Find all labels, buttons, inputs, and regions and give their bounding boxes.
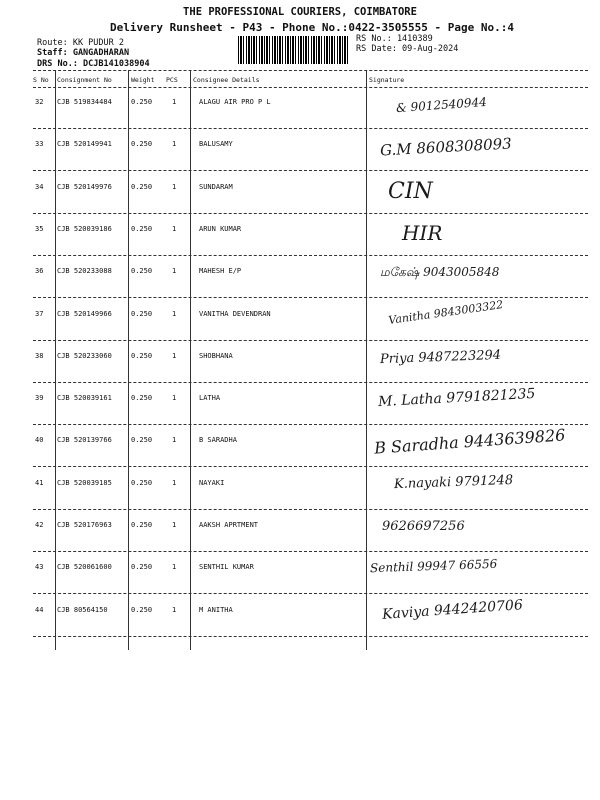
row-pcs: 1 xyxy=(172,563,177,572)
row-divider xyxy=(33,382,588,383)
row-consignee: M ANITHA xyxy=(199,605,233,614)
row-consignee: NAYAKI xyxy=(199,478,225,487)
row-weight: 0.250 xyxy=(131,394,153,403)
row-consignment-no: CJB 520139766 xyxy=(57,436,112,445)
column-divider xyxy=(128,70,129,650)
row-sno: 39 xyxy=(35,394,44,403)
row-signature: மகேஷ் 9043005848 xyxy=(380,265,500,280)
row-consignment-no: CJB 520039186 xyxy=(57,224,112,233)
row-pcs: 1 xyxy=(172,267,177,276)
row-consignee: SUNDARAM xyxy=(199,182,233,191)
row-consignment-no: CJB 520039161 xyxy=(57,394,112,403)
row-signature: M. Latha 9791821235 xyxy=(377,385,536,411)
row-pcs: 1 xyxy=(172,478,177,487)
column-header-sno: S No xyxy=(33,76,49,84)
row-divider xyxy=(33,551,588,552)
row-consignee: SHOBHANA xyxy=(199,351,233,360)
row-signature: Vanitha 9843003322 xyxy=(387,297,504,327)
runsheet-subtitle: Delivery Runsheet - P43 - Phone No.:0422-3505555 - Page No.:4 xyxy=(110,21,514,34)
row-pcs: 1 xyxy=(172,394,177,403)
row-divider xyxy=(33,297,588,298)
rs-date: RS Date: 09-Aug-2024 xyxy=(356,44,459,54)
row-pcs: 1 xyxy=(172,521,177,529)
row-sno: 32 xyxy=(35,98,44,106)
row-pcs: 1 xyxy=(172,309,177,318)
column-header-consignee: Consignee Details xyxy=(193,76,260,84)
staff-label: Staff: GANGADHARAN xyxy=(37,48,130,58)
row-signature: CIN xyxy=(388,178,433,204)
row-weight: 0.250 xyxy=(131,605,153,614)
row-signature: Priya 9487223294 xyxy=(379,347,502,367)
row-divider xyxy=(33,170,588,171)
row-signature: Senthil 99947 66556 xyxy=(369,557,498,576)
row-consignment-no: CJB 520149941 xyxy=(57,140,112,149)
column-divider xyxy=(190,70,191,650)
row-sno: 43 xyxy=(35,563,44,572)
row-divider xyxy=(33,636,588,637)
row-sno: 44 xyxy=(35,605,44,614)
column-header-pcs: PCS xyxy=(166,76,178,84)
row-pcs: 1 xyxy=(172,140,177,149)
row-weight: 0.250 xyxy=(131,98,153,106)
row-weight: 0.250 xyxy=(131,478,153,487)
row-consignee: VANITHA DEVENDRAN xyxy=(199,309,271,318)
row-pcs: 1 xyxy=(172,351,177,360)
row-consignee: SENTHIL KUMAR xyxy=(199,563,254,572)
row-consignee: B SARADHA xyxy=(199,436,237,445)
row-sno: 40 xyxy=(35,436,44,445)
row-weight: 0.250 xyxy=(131,224,153,233)
row-sno: 34 xyxy=(35,182,44,191)
column-divider xyxy=(55,70,56,650)
row-consignee: LATHA xyxy=(199,394,221,403)
row-divider xyxy=(33,255,588,256)
row-signature: K.nayaki 9791248 xyxy=(393,472,514,492)
row-consignee: ARUN KUMAR xyxy=(199,224,242,233)
rs-number: RS No.: 1410389 xyxy=(356,34,433,44)
column-header-consignment: Consignment No xyxy=(57,76,112,84)
row-divider xyxy=(33,593,588,594)
row-consignment-no: CJB 520039185 xyxy=(57,478,112,487)
row-consignee: BALUSAMY xyxy=(199,140,233,149)
row-consignment-no: CJB 519834484 xyxy=(57,98,112,106)
row-consignment-no: CJB 520149976 xyxy=(57,182,112,191)
row-consignee: MAHESH E/P xyxy=(199,267,242,276)
row-divider xyxy=(33,424,588,425)
row-sno: 41 xyxy=(35,478,44,487)
row-pcs: 1 xyxy=(172,224,177,233)
row-weight: 0.250 xyxy=(131,140,153,149)
column-header-signature: Signature xyxy=(369,76,405,84)
row-weight: 0.250 xyxy=(131,351,153,360)
row-divider xyxy=(33,340,588,341)
row-consignment-no: CJB 80564150 xyxy=(57,605,108,614)
row-signature: & 9012540944 xyxy=(395,94,488,116)
row-consignment-no: CJB 520233088 xyxy=(57,267,112,276)
row-signature: G.M 8608308093 xyxy=(379,134,513,160)
row-sno: 36 xyxy=(35,267,44,276)
header-bottom-rule xyxy=(33,87,588,88)
row-weight: 0.250 xyxy=(131,436,153,445)
drs-number: DRS No.: DCJB141038904 xyxy=(37,59,150,69)
row-sno: 38 xyxy=(35,351,44,360)
row-signature: HIR xyxy=(402,220,443,245)
row-pcs: 1 xyxy=(172,436,177,445)
row-pcs: 1 xyxy=(172,182,177,191)
row-consignment-no: CJB 520061600 xyxy=(57,563,112,572)
row-sno: 33 xyxy=(35,140,44,149)
row-sno: 35 xyxy=(35,224,44,233)
row-signature: 9626697256 xyxy=(382,519,465,534)
row-signature: Kaviya 9442420706 xyxy=(381,596,524,623)
company-title: THE PROFESSIONAL COURIERS, COIMBATORE xyxy=(183,6,417,18)
route-label: Route: KK PUDUR 2 xyxy=(37,38,124,48)
row-weight: 0.250 xyxy=(131,267,153,276)
row-consignee: AAKSH APRTMENT xyxy=(199,521,259,529)
row-weight: 0.250 xyxy=(131,521,153,529)
column-divider xyxy=(366,70,367,650)
row-pcs: 1 xyxy=(172,605,177,614)
row-sno: 37 xyxy=(35,309,44,318)
row-consignee: ALAGU AIR PRO P L xyxy=(199,98,271,106)
row-weight: 0.250 xyxy=(131,563,153,572)
barcode-image xyxy=(238,36,350,64)
row-divider xyxy=(33,509,588,510)
row-consignment-no: CJB 520176963 xyxy=(57,521,112,529)
row-divider xyxy=(33,466,588,467)
row-signature: B Saradha 9443639826 xyxy=(373,425,566,459)
row-divider xyxy=(33,128,588,129)
row-weight: 0.250 xyxy=(131,309,153,318)
column-header-weight: Weight xyxy=(131,76,155,84)
row-pcs: 1 xyxy=(172,98,177,106)
row-consignment-no: CJB 520233060 xyxy=(57,351,112,360)
row-weight: 0.250 xyxy=(131,182,153,191)
row-divider xyxy=(33,213,588,214)
row-sno: 42 xyxy=(35,521,44,529)
table-top-rule xyxy=(33,70,588,71)
row-consignment-no: CJB 520149966 xyxy=(57,309,112,318)
